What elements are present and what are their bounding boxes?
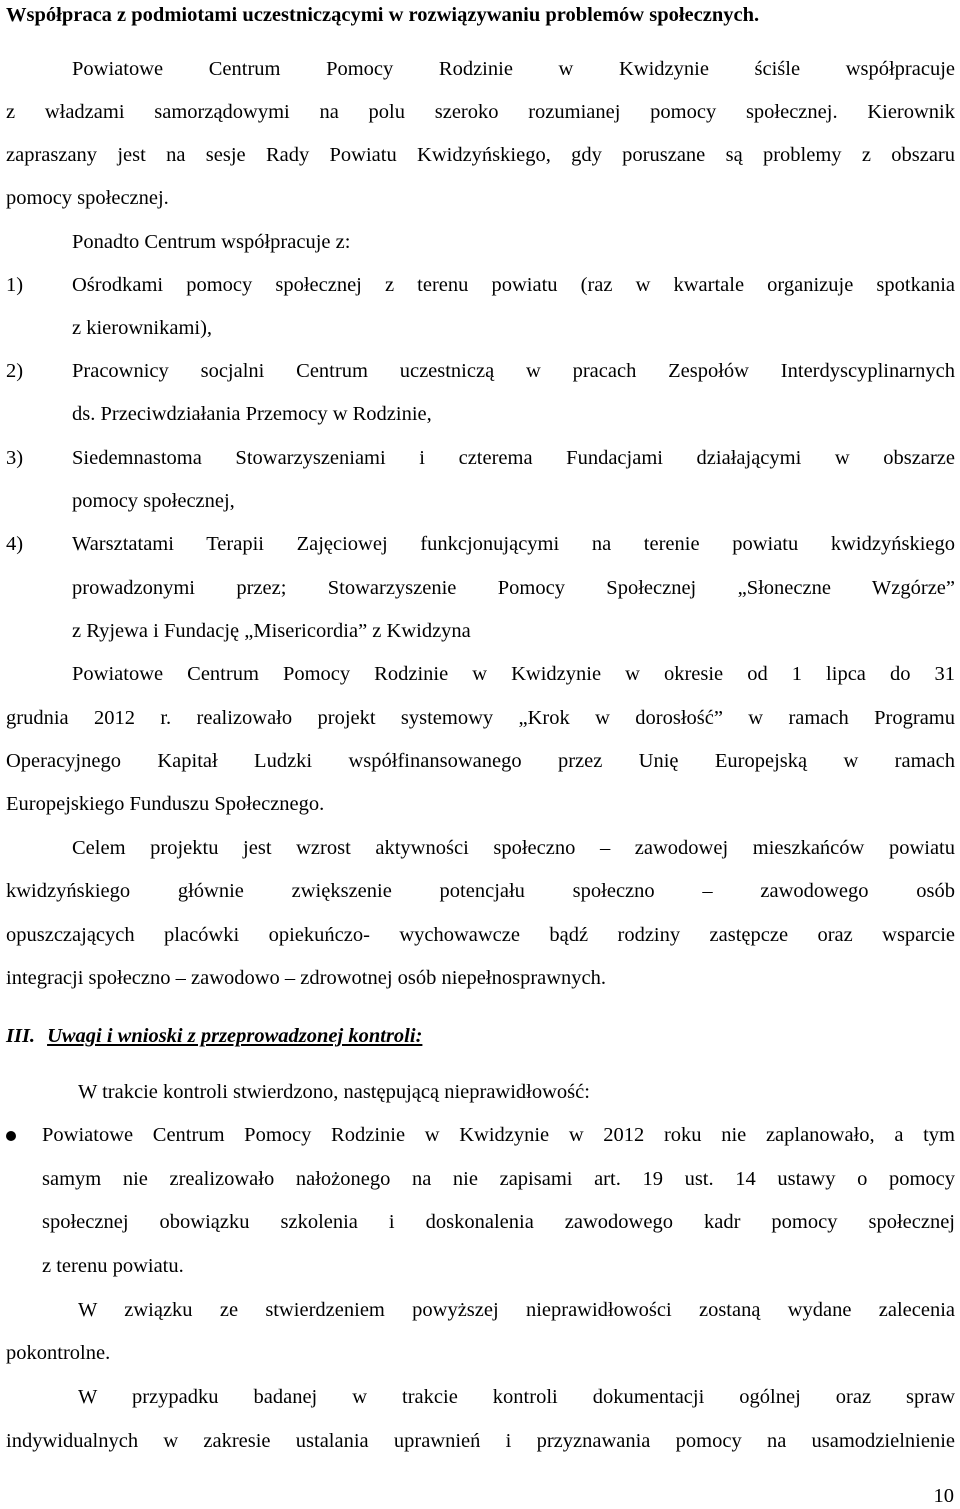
bullet-line2: samym nie zrealizowało nałożonego na nie zapisami art. 19 ust. 14 ustawy o pomocy [42,1168,955,1190]
para4-line3: opuszczających placówki opiekuńczo- wychowawcze bądź rodziny zastępcze oraz wsparcie [6,924,955,946]
section-number: III. [6,1025,36,1047]
bullet-line4: z terenu powiatu. [42,1255,184,1277]
list-item-continuation: prowadzonymi przez; Stowarzyszenie Pomocy Społecznej „Słoneczne Wzgórze” [72,577,955,599]
bullet-line1: Powiatowe Centrum Pomocy Rodzinie w Kwidzynie w 2012 roku nie zaplanowało, a tym [42,1124,955,1146]
list-item [6,358,955,384]
para-b-line1: W przypadku badanej w trakcie kontroli dokumentacji ogólnej oraz spraw [78,1386,955,1408]
list-item-continuation: pomocy społecznej, [72,490,235,512]
para3-line2: grudnia 2012 r. realizowało projekt systemowy „Krok w dorosłość” w ramach Programu [6,707,955,729]
list-item-text: Pracownicy socjalni Centrum uczestniczą w pracach Zespołów Interdyscyplinarnych [72,360,955,382]
para1-line4: pomocy społecznej. [6,187,169,209]
section-title: Uwagi i wnioski z przeprowadzonej kontroli: [47,1025,423,1047]
page-number: 10 [933,1485,954,1507]
para1-line2: z władzami samorządowymi na polu szeroko rozumianej pomocy społecznej. Kierownik [6,101,955,123]
list-item-text: Warsztatami Terapii Zajęciowej funkcjonującymi na terenie powiatu kwidzyńskiego [72,533,955,555]
bullet-icon [6,1131,16,1141]
list-item-number: 4) [6,533,24,555]
para-b-line2: indywidualnych w zakresie ustalania uprawnień i przyznawania pomocy na usamodzielnienie [6,1430,955,1452]
list-item-number: 1) [6,274,24,296]
para-a-line1: W związku ze stwierdzeniem powyższej nieprawidłowości zostaną wydane zalecenia [78,1299,955,1321]
para1-line3: zapraszany jest na sesje Rady Powiatu Kwidzyńskiego, gdy poruszane są problemy z obszaru [6,144,955,166]
para3-line3: Operacyjnego Kapitał Ludzki współfinansowanego przez Unię Europejską w ramach [6,750,955,772]
list-item-number: 3) [6,447,24,469]
list-item-text: Ośrodkami pomocy społecznej z terenu powiatu (raz w kwartale organizuje spotkania [72,274,955,296]
list-item [6,272,955,298]
section-iii-intro: W trakcie kontroli stwierdzono, następującą nieprawidłowość: [78,1081,590,1103]
para2-intro: Ponadto Centrum współpracuje z: [72,231,351,253]
bullet-line3: społecznej obowiązku szkolenia i doskonalenia zawodowego kadr pomocy społecznej [42,1211,955,1233]
para4-line2: kwidzyńskiego głównie zwiększenie potencjału społeczno – zawodowego osób [6,880,955,902]
section-heading: Współpraca z podmiotami uczestniczącymi w rozwiązywaniu problemów społecznych. [6,4,760,26]
para1-line1: Powiatowe Centrum Pomocy Rodzinie w Kwidzynie ściśle współpracuje [72,58,955,80]
list-item-continuation: z Ryjewa i Fundację „Misericordia” z Kwidzyna [72,620,471,642]
list-item-continuation: ds. Przeciwdziałania Przemocy w Rodzinie, [72,403,432,425]
para4-line4: integracji społeczno – zawodowo – zdrowotnej osób niepełnosprawnych. [6,967,607,989]
para-a-line2: pokontrolne. [6,1342,111,1364]
list-item [6,531,955,557]
list-item [6,445,955,471]
para4-line1: Celem projektu jest wzrost aktywności społeczno – zawodowej mieszkańców powiatu [72,837,955,859]
list-item-number: 2) [6,360,24,382]
para3-line1: Powiatowe Centrum Pomocy Rodzinie w Kwidzynie w okresie od 1 lipca do 31 [72,663,955,685]
section-iii-heading [6,1023,422,1049]
para3-line4: Europejskiego Funduszu Społecznego. [6,793,325,815]
list-item-text: Siedemnastoma Stowarzyszeniami i czterema Fundacjami działającymi w obszarze [72,447,955,469]
list-item-continuation: z kierownikami), [72,317,213,339]
